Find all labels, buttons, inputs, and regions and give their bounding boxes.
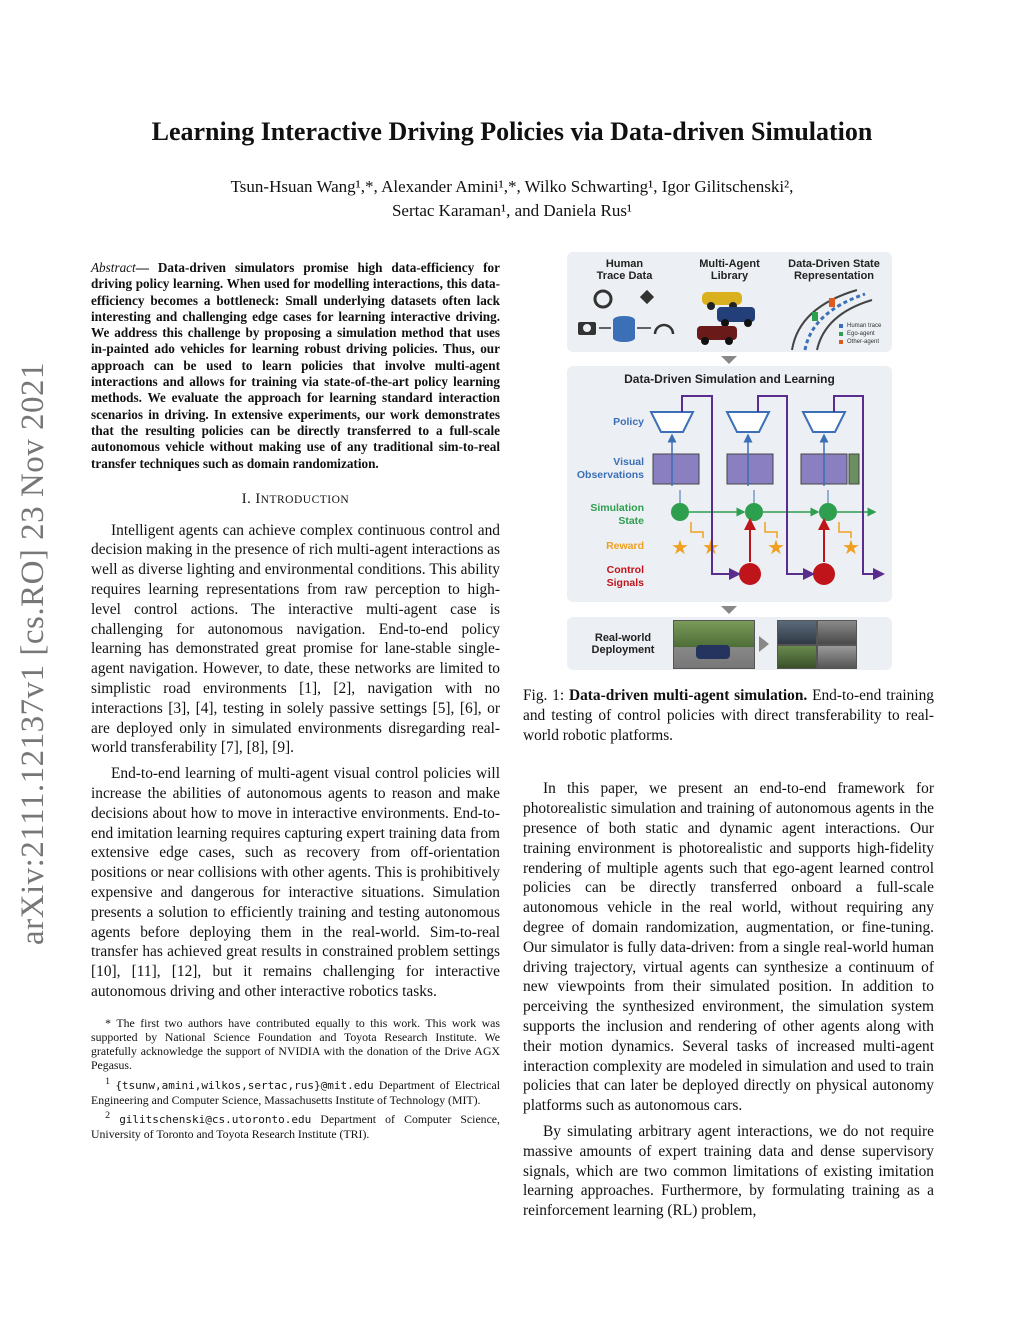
footnote-affiliation: Department of Electrical Engineering and Computer Science, Massachusetts Institute of Technology (MIT). — [91, 1077, 500, 1107]
arxiv-identifier: arXiv:2111.12137v1 [cs.RO] 23 Nov 2021 — [15, 362, 51, 945]
label-state-rep: Data-Driven State Representation — [788, 258, 880, 282]
state-node-1 — [671, 503, 689, 521]
section-numeral: I. I — [241, 490, 261, 507]
observation-1 — [653, 454, 699, 484]
right-paragraph-1: In this paper, we present an end-to-end framework for photorealistic simulation and training of autonomous agents in the presence of both static and dynamic agent interactions. Our training environment is photorealistic and supports high-fidelity rendering of multiple agents such that ego-agent learned control policies can be directly transferred onboard a full-scale autonomous vehicle in the real world, without requiring any degree of domain randomization, augmentation, or fine-tuning. Our simulator is fully data-driven: from a single real-world human driving trajectory, virtual agents can synthesize a continuum of new viewpoints from their simulated position. In addition to perceiving the synthesized environment, the simulation system supports the inclusion and rendering of other agents along with their motion dynamics. Several tasks of increased multi-agent interaction complexity are modeled in simulation and used to train policies that can later be deployed directly on physical autonomy platforms such as autonomous cars. — [523, 780, 934, 1115]
arrow-right-icon — [759, 636, 769, 652]
policy-network-2 — [727, 412, 769, 432]
footnote-toronto — [91, 1109, 500, 1141]
footnotes — [91, 1016, 500, 1141]
reward-star-2: ★ — [767, 537, 785, 559]
right-column — [523, 686, 934, 1221]
other-agent-marker — [829, 298, 835, 307]
database-icon — [613, 316, 635, 342]
section-title: NTRODUCTION — [260, 493, 350, 506]
intro-paragraph-2: End-to-end learning of multi-agent visual control policies will increase the abilities of autonomous agents to reason and make decisions about how to move in interactive environments. End-to-end imitation learning requires capturing expert training data from extensive edge cases, such as recovery from off-orientation positions or near collisions with other agents. This is prohibitively expensive and dangerous for interactive situations. Simulation presents a solution to efficiently training and testing autonomous agents before deploying them in the real-world. Sim-to-real transfer has achieved great results in constrained problem settings [10], [11], [12], but it remains challenging for interactive autonomous driving and other interactive robotics tasks. — [91, 765, 500, 1000]
deployment-photo-vehicle — [673, 620, 755, 669]
caption-title: Data-driven multi-agent simulation. — [568, 687, 808, 704]
simulation-title: Data-Driven Simulation and Learning — [624, 372, 835, 386]
footnote-affiliation: Department of Computer Science, University of Toronto and Toyota Research Institute (TRI). — [91, 1111, 500, 1142]
label-multi-agent: Multi-Agent Library — [699, 258, 760, 282]
satellite-icon — [640, 290, 654, 304]
row-label-reward: Reward — [606, 540, 644, 552]
speedometer-icon — [655, 325, 673, 334]
section-heading-introduction — [91, 490, 500, 511]
abstract-label: Abstract — [91, 260, 136, 275]
legend-ego-agent: Ego-agent — [847, 331, 875, 337]
mit-emails[interactable]: {tsunw,amini,wilkos,sertac,rus}@mit.edu — [115, 1078, 374, 1092]
observation-2 — [727, 454, 773, 484]
toronto-email[interactable]: gilitschenski@cs.utoronto.edu — [119, 1112, 312, 1126]
svg-text:★: ★ — [671, 537, 689, 559]
column-2 — [727, 412, 785, 585]
caption-label: Fig. 1: — [523, 687, 569, 704]
car-blue — [717, 307, 755, 327]
deployment-camera-4 — [817, 645, 857, 669]
deployment-camera-2 — [817, 620, 857, 645]
car-red — [697, 326, 737, 345]
row-label-control: Control Signals — [606, 564, 644, 589]
arrow-down-icon — [721, 606, 737, 614]
legend-human-trace: Human trace — [847, 323, 882, 329]
steering-wheel-icon — [595, 291, 611, 307]
reward-star-1: ★ — [702, 537, 720, 559]
author-list — [0, 175, 1024, 223]
abstract — [91, 260, 500, 472]
footnote-mark: 1 — [105, 1075, 111, 1087]
row-label-visual: Visual Observations — [576, 456, 644, 481]
ego-agent-marker — [812, 312, 818, 321]
reward-star-3: ★ — [842, 537, 860, 559]
footnote-equal-contribution: * The first two authors have contributed equally to this work. This work was supported by National Science Foundation and Toyota Research Institute. We gratefully acknowledge the support of NVIDIA with the donation of the Drive AGX Pegasus. — [91, 1015, 500, 1073]
authors-line-2: Sertac Karaman¹, and Daniela Rus¹ — [391, 201, 633, 220]
right-paragraph-2: By simulating arbitrary agent interactions, we do not require massive amounts of expert training data and dense supervisory signals, which are two common limitations of existing imitation learning approaches. Furthermore, by formulating training as a reinforcement learning (RL) problem, — [523, 1122, 934, 1220]
paper-title: Learning Interactive Driving Policies via Data-driven Simulation — [151, 117, 873, 146]
label-human-trace: Human Trace Data — [596, 258, 653, 282]
legend-other-agent: Other-agent — [847, 339, 880, 345]
simulation-diagram — [567, 366, 892, 602]
figure-1 — [567, 250, 892, 670]
policy-network-1 — [651, 412, 693, 432]
authors-line-1: Tsun-Hsuan Wang¹,*, Alexander Amini¹,*, Wilko Schwarting¹, Igor Gilitschenski², — [230, 177, 794, 196]
figure-caption — [523, 686, 934, 745]
column-3 — [801, 412, 860, 585]
deployment-camera-1 — [777, 620, 817, 645]
policy-network-3 — [803, 412, 845, 432]
control-icon-1 — [739, 563, 761, 585]
state-node-3 — [819, 503, 837, 521]
state-node-2 — [745, 503, 763, 521]
arrow-down-icon — [721, 356, 737, 364]
top-panel-graphics — [567, 252, 892, 352]
state-legend — [847, 322, 881, 346]
abstract-text: — Data-driven simulators promise high data-efficiency for driving policy learning. When used for modelling interactions, this data-efficiency becomes a bottleneck: Small underlying datasets often lack interesting and challenging edge cases for learning interactive driving. We address this challenge by proposing a simulation method that uses in-painted ado vehicles for learning robust driving policies. Thus, our approach can be used to learn policies that involve multi-agent interactions and allows for training via state-of-the-art policy learning methods. We evaluate the approach for learning standard interaction scenarios in driving. In extensive experiments, our work demonstrates that the resulting policies can be directly transferred to a full-scale autonomous vehicle without making use of any traditional sim-to-real transfer techniques such as domain randomization. — [91, 260, 500, 471]
left-column — [91, 260, 500, 1141]
deployment-label: Real-world Deployment — [591, 632, 655, 656]
intro-paragraph-1: Intelligent agents can achieve complex continuous control and decision making in the presence of rich multi-agent interactions as well as diverse lighting and environmental conditions. This ability requires learning representations from raw perception to high-level control actions. The interactive multi-agent case is challenging for autonomous navigation. End-to-end policy learning has demonstrated great promise for lane-stable single-agent navigation. However, to date, these networks are limited to simplistic road environments [1], [2], navigation with no interactions [3], [4], testing in solely passive settings [5], [6], or are deployed only in simulated environments disregarding real-world transferability [7], [8], [9]. — [91, 521, 501, 757]
deployment-camera-3 — [777, 645, 817, 669]
row-label-state: Simulation State — [590, 502, 644, 527]
control-icon-2 — [813, 563, 835, 585]
footnote-mit — [91, 1075, 500, 1107]
row-label-policy: Policy — [613, 416, 644, 428]
footnote-mark: 2 — [105, 1109, 111, 1121]
caption-text: End-to-end training and testing of control policies with direct transferability to real-world robotic platforms. — [523, 687, 934, 744]
